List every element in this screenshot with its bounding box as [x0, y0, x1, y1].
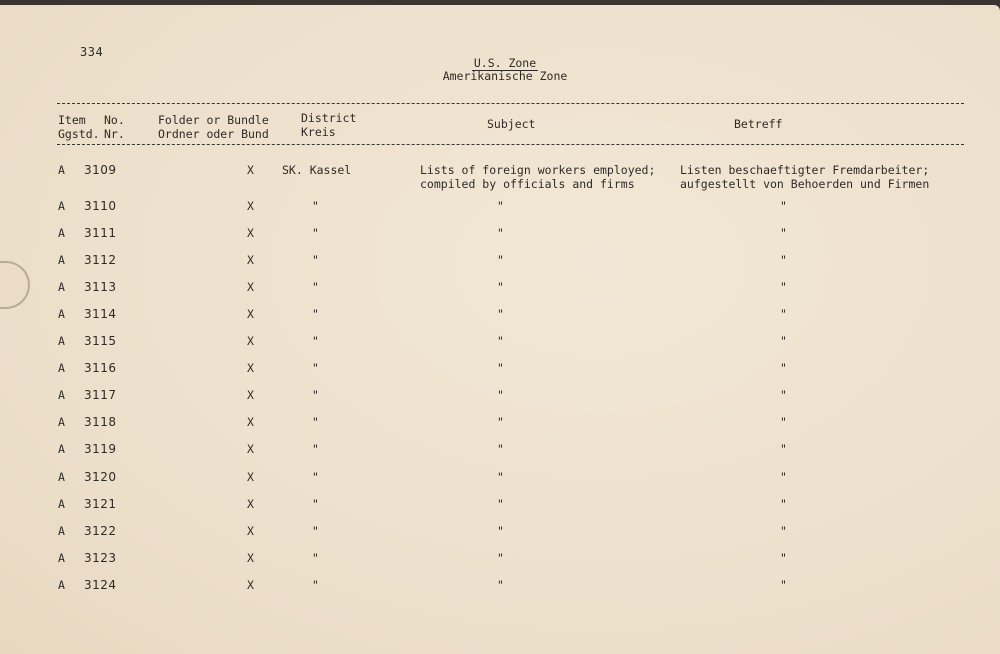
- row-number: 3114: [84, 307, 117, 321]
- header-betreff: Betreff: [734, 117, 783, 131]
- row-folder: X: [247, 361, 254, 375]
- row-folder: X: [247, 280, 254, 294]
- row-folder: X: [247, 388, 254, 402]
- row-district: ": [312, 524, 319, 538]
- row-subject: ": [497, 524, 504, 538]
- row-district: ": [312, 415, 319, 429]
- row-subject: ": [497, 199, 504, 213]
- row-number: 3112: [84, 253, 117, 267]
- row-district: ": [312, 470, 319, 484]
- row-betreff: ": [780, 253, 787, 267]
- row-number: 3111: [84, 226, 117, 240]
- row-subject: Lists of foreign workers employed;: [420, 163, 656, 177]
- document-page: [0, 5, 1000, 654]
- row-subject: ": [497, 307, 504, 321]
- row-betreff: ": [780, 524, 787, 538]
- row-folder: X: [247, 578, 254, 592]
- zone-title: U.S. Zone: [473, 56, 537, 70]
- row-number: 3118: [84, 415, 117, 429]
- row-district: ": [312, 442, 319, 456]
- row-number: 3113: [84, 280, 117, 294]
- row-item: A: [58, 334, 65, 348]
- row-betreff: ": [780, 470, 787, 484]
- row-folder: X: [247, 199, 254, 213]
- row-subject: ": [497, 253, 504, 267]
- row-item: A: [58, 361, 65, 375]
- row-number: 3115: [84, 334, 117, 348]
- row-number: 3119: [84, 442, 117, 456]
- row-item: A: [58, 497, 65, 511]
- row-betreff: ": [780, 551, 787, 565]
- row-district: ": [312, 551, 319, 565]
- row-folder: X: [247, 307, 254, 321]
- row-folder: X: [247, 334, 254, 348]
- row-district: ": [312, 307, 319, 321]
- row-item: A: [58, 307, 65, 321]
- header-divider-top: [57, 103, 964, 104]
- row-item: A: [58, 163, 65, 177]
- row-number: 3117: [84, 388, 117, 402]
- row-number: 3109: [84, 163, 117, 177]
- row-number: 3124: [84, 578, 117, 592]
- row-betreff: ": [780, 334, 787, 348]
- row-subject: ": [497, 361, 504, 375]
- row-betreff-line2: aufgestellt von Behoerden und Firmen: [680, 177, 930, 191]
- row-subject: ": [497, 551, 504, 565]
- row-number: 3123: [84, 551, 117, 565]
- row-betreff: ": [780, 307, 787, 321]
- row-subject: ": [497, 578, 504, 592]
- row-subject: ": [497, 388, 504, 402]
- row-subject: ": [497, 442, 504, 456]
- row-number: 3120: [84, 470, 117, 484]
- row-folder: X: [247, 551, 254, 565]
- row-district: ": [312, 388, 319, 402]
- row-subject: ": [497, 280, 504, 294]
- row-item: A: [58, 388, 65, 402]
- row-district: ": [312, 578, 319, 592]
- row-betreff: ": [780, 442, 787, 456]
- row-district: ": [312, 334, 319, 348]
- row-item: A: [58, 551, 65, 565]
- row-item: A: [58, 280, 65, 294]
- row-folder: X: [247, 497, 254, 511]
- page-number: 334: [80, 45, 104, 59]
- row-subject: ": [497, 334, 504, 348]
- header-subject: Subject: [487, 117, 536, 131]
- row-folder: X: [247, 253, 254, 267]
- row-folder: X: [247, 442, 254, 456]
- row-district: SK. Kassel: [282, 163, 352, 177]
- row-subject: ": [497, 497, 504, 511]
- row-item: A: [58, 253, 65, 267]
- row-subject-line2: compiled by officials and firms: [420, 177, 635, 191]
- row-subject: ": [497, 226, 504, 240]
- row-betreff: ": [780, 497, 787, 511]
- row-folder: X: [247, 524, 254, 538]
- zone-subtitle: Amerikanische Zone: [442, 69, 568, 83]
- row-item: A: [58, 415, 65, 429]
- row-subject: ": [497, 470, 504, 484]
- row-betreff: ": [780, 280, 787, 294]
- row-folder: X: [247, 415, 254, 429]
- row-item: A: [58, 578, 65, 592]
- row-folder: X: [247, 226, 254, 240]
- row-betreff: ": [780, 199, 787, 213]
- row-number: 3116: [84, 361, 117, 375]
- row-number: 3122: [84, 524, 117, 538]
- row-number: 3110: [84, 199, 117, 213]
- row-number: 3121: [84, 497, 117, 511]
- row-subject: ": [497, 415, 504, 429]
- row-betreff: Listen beschaeftigter Fremdarbeiter;: [680, 163, 930, 177]
- row-item: A: [58, 470, 65, 484]
- row-district: ": [312, 253, 319, 267]
- row-district: ": [312, 361, 319, 375]
- row-folder: X: [247, 163, 254, 177]
- row-district: ": [312, 280, 319, 294]
- row-betreff: ": [780, 361, 787, 375]
- row-betreff: ": [780, 226, 787, 240]
- row-item: A: [58, 226, 65, 240]
- row-item: A: [58, 524, 65, 538]
- row-betreff: ": [780, 578, 787, 592]
- row-district: ": [312, 497, 319, 511]
- row-folder: X: [247, 470, 254, 484]
- row-item: A: [58, 442, 65, 456]
- header-no: No. Nr.: [104, 113, 125, 141]
- header-district: District Kreis: [301, 111, 357, 139]
- header-divider-bottom: [57, 144, 964, 145]
- row-district: ": [312, 226, 319, 240]
- row-district: ": [312, 199, 319, 213]
- row-betreff: ": [780, 415, 787, 429]
- row-item: A: [58, 199, 65, 213]
- header-item: Item Ggstd.: [58, 113, 100, 141]
- binder-tab: [0, 261, 30, 309]
- row-betreff: ": [780, 388, 787, 402]
- header-folder: Folder or Bundle Ordner oder Bund: [158, 113, 269, 141]
